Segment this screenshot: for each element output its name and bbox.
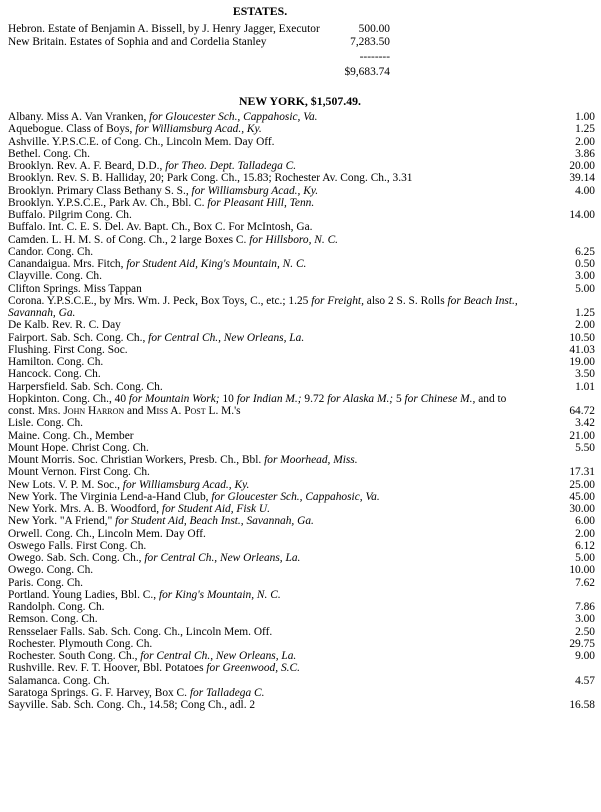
contribution-row [8,454,595,466]
contribution-description: Harpersfield. Sab. Sch. Cong. Ch. [8,380,163,393]
contribution-description: Bethel. Cong. Ch. [8,147,90,160]
contribution-row [8,564,595,576]
contribution-amount: 20.00 [569,160,595,172]
contribution-amount: 3.00 [575,270,595,283]
contribution-row [8,160,595,172]
contribution-description: Rushville. Rev. F. T. Hoover, Bbl. Potatoes for Greenwood, S.C. [8,662,300,675]
contribution-description: Saratoga Springs. G. F. Harvey, Box C. for Talladega C. [8,686,265,699]
contribution-row [8,368,595,380]
contribution-row [8,430,595,442]
contribution-description: Fairport. Sab. Sch. Cong. Ch., for Central Ch., New Orleans, La. [8,331,305,344]
contribution-description: Rochester. South Cong. Ch., for Central Ch., New Orleans, La. [8,650,297,662]
contribution-row [8,528,595,540]
contribution-row [8,552,595,564]
estate-item-hebron: Hebron. Estate of Benjamin A. Bissell, by J. Henry Jagger, Executor [8,23,320,35]
contribution-description: Paris. Cong. Ch. [8,576,83,589]
contribution-description: Mount Hope. Christ Cong. Ch. [8,441,149,454]
contribution-row [8,148,595,160]
contribution-description: Canandaigua. Mrs. Fitch, for Student Aid, King's Mountain, N. C. [8,258,307,270]
contribution-description: Orwell. Cong. Ch., Lincoln Mem. Day Off. [8,527,206,540]
contribution-amount: 41.03 [569,343,595,356]
contribution-row [8,515,595,527]
contribution-row [8,221,595,233]
contribution-description: Buffalo. Int. C. E. S. Del. Av. Bapt. Ch., Box C. For McIntosh, Ga. [8,221,313,234]
contribution-row [8,479,595,491]
contribution-amount: 6.00 [575,515,595,528]
estate-item-new-britain: New Britain. Estates of Sophia and and Cordelia Stanley [8,36,267,48]
contribution-row [8,197,595,209]
contribution-amount: 39.14 [569,172,595,185]
contribution-row [8,246,595,258]
estates-heading: ESTATES. [232,4,288,18]
contribution-description: Rensselaer Falls. Sab. Sch. Cong. Ch., Lincoln Mem. Off. [8,625,273,638]
contribution-row [8,626,595,638]
contribution-description: Candor. Cong. Ch. [8,245,94,258]
contribution-row [8,613,595,625]
contribution-amount: 6.12 [575,539,595,552]
estate-amount-new-britain: 7,283.50 [350,36,390,48]
estate-amount-hebron: 500.00 [358,23,390,35]
contribution-amount: 21.00 [569,429,595,442]
contribution-row [8,577,595,589]
contribution-amount: 1.25 [575,307,595,319]
contribution-amount: 2.00 [575,527,595,540]
contribution-row [8,540,595,552]
contribution-row [8,332,595,344]
contribution-row [8,442,595,454]
contribution-row [8,295,595,320]
contribution-amount: 5.00 [575,282,595,295]
contribution-row [8,344,595,356]
contribution-description: Corona. Y.P.S.C.E., by Mrs. Wm. J. Peck, Box Toys, C., etc.; 1.25 for Freight, also 2 S. S. Rolls for Beach Inst., Savannah, Ga. [8,294,518,319]
contribution-row [8,589,595,601]
contribution-row [8,270,595,282]
contribution-row [8,638,595,650]
estate-rule: -------- [359,51,390,63]
contribution-amount: 1.00 [575,111,595,123]
contribution-description: Mount Vernon. First Cong. Ch. [8,466,150,479]
contribution-description: Ashville. Y.P.S.C.E. of Cong. Ch., Lincoln Mem. Day Off. [8,135,275,148]
contribution-amount: 3.86 [575,147,595,160]
contribution-amount: 64.72 [569,405,595,417]
estates-total: $9,683.74 [344,66,390,78]
contribution-description: Hopkinton. Cong. Ch., 40 for Mountain Work; 10 for Indian M.; 9.72 for Alaska M.; 5 for Chinese M., and to const. Mrs. John Harron and Miss A. Post L. M.'s [8,392,507,417]
contribution-row [8,209,595,221]
contribution-row [8,466,595,478]
contribution-amount: 1.25 [575,123,595,136]
contribution-row [8,393,595,418]
contribution-row [8,650,595,662]
contribution-description: Owego. Cong. Ch. [8,564,94,577]
contribution-amount: 25.00 [569,478,595,491]
contribution-row [8,381,595,393]
contribution-amount: 29.75 [569,637,595,650]
contribution-row [8,111,595,123]
contribution-amount: 16.58 [569,699,595,711]
contribution-amount: 3.00 [575,613,595,626]
contribution-description: Aquebogue. Class of Boys, for Williamsburg Acad., Ky. [8,123,262,136]
contribution-amount: 2.50 [575,625,595,638]
contribution-row [8,234,595,246]
contribution-row [8,283,595,295]
contribution-amount: 17.31 [569,466,595,479]
contribution-description: Camden. L. H. M. S. of Cong. Ch., 2 large Boxes C. for Hillsboro, N. C. [8,233,339,246]
contribution-row [8,185,595,197]
contribution-description: Portland. Young Ladies, Bbl. C., for King's Mountain, N. C. [8,588,281,601]
contribution-description: Randolph. Cong. Ch. [8,601,105,613]
contribution-row [8,123,595,135]
contribution-row [8,258,595,270]
contribution-amount: 30.00 [569,503,595,515]
contribution-description: Hancock. Cong. Ch. [8,368,101,381]
contribution-amount: 6.25 [575,245,595,258]
contribution-row [8,503,595,515]
contribution-amount: 2.00 [575,319,595,332]
contribution-description: New York. The Virginia Lend-a-Hand Club, for Gloucester Sch., Cappahosic, Va. [8,490,380,503]
newyork-contributions-list [8,111,595,711]
contribution-description: Maine. Cong. Ch., Member [8,429,134,442]
contribution-description: New Lots. V. P. M. Soc., for Williamsburg Acad., Ky. [8,478,250,491]
contribution-description: Mount Morris. Soc. Christian Workers, Presb. Ch., Bbl. for Moorhead, Miss. [8,454,358,466]
contribution-row [8,601,595,613]
contribution-amount: 2.00 [575,135,595,148]
contribution-description: Clifton Springs. Miss Tappan [8,282,142,295]
contribution-row [8,491,595,503]
contribution-row [8,356,595,368]
contribution-amount: 45.00 [569,490,595,503]
contribution-amount: 7.86 [575,601,595,613]
contribution-row [8,662,595,674]
contribution-description: Clayville. Cong. Ch. [8,270,102,283]
contribution-amount: 3.50 [575,368,595,381]
contribution-row [8,699,595,711]
contribution-description: Remson. Cong. Ch. [8,613,98,626]
contribution-amount: 10.00 [569,564,595,577]
contribution-description: Owego. Sab. Sch. Cong. Ch., for Central Ch., New Orleans, La. [8,552,301,564]
contribution-amount: 14.00 [569,209,595,221]
contribution-amount: 19.00 [569,356,595,368]
contribution-description: Albany. Miss A. Van Vranken, for Gloucester Sch., Cappahosic, Va. [8,111,318,123]
contribution-row [8,687,595,699]
contribution-description: Oswego Falls. First Cong. Ch. [8,539,147,552]
contribution-row [8,136,595,148]
contribution-description: Brooklyn. Primary Class Bethany S. S., for Williamsburg Acad., Ky. [8,184,319,197]
contribution-amount: 5.50 [575,441,595,454]
contribution-row [8,675,595,687]
contribution-description: Brooklyn. Y.P.S.C.E., Park Av. Ch., Bbl. C. for Pleasant Hill, Tenn. [8,196,315,209]
contribution-amount: 10.50 [569,331,595,344]
contribution-description: Buffalo. Pilgrim Cong. Ch. [8,209,132,221]
contribution-row [8,319,595,331]
contribution-amount: 4.57 [575,674,595,687]
contribution-amount: 1.01 [575,380,595,393]
contribution-description: Hamilton. Cong. Ch. [8,356,104,368]
contribution-description: Brooklyn. Rev. S. B. Halliday, 20; Park Cong. Ch., 15.83; Rochester Av. Cong. Ch., 3.31 [8,172,413,185]
contribution-description: Sayville. Sab. Sch. Cong. Ch., 14.58; Cong Ch., adl. 2 [8,699,256,711]
contribution-description: Salamanca. Cong. Ch. [8,674,110,687]
contribution-description: De Kalb. Rev. R. C. Day [8,319,121,332]
contribution-description: New York. "A Friend," for Student Aid, Beach Inst., Savannah, Ga. [8,515,314,528]
contribution-amount: 4.00 [575,184,595,197]
contribution-row [8,417,595,429]
contribution-description: Brooklyn. Rev. A. F. Beard, D.D., for Theo. Dept. Talladega C. [8,160,297,172]
contribution-description: New York. Mrs. A. B. Woodford, for Student Aid, Fisk U. [8,503,270,515]
contribution-description: Flushing. First Cong. Soc. [8,343,128,356]
contribution-amount: 9.00 [575,650,595,662]
contribution-amount: 0.50 [575,258,595,270]
contribution-amount: 3.42 [575,417,595,430]
contribution-description: Rochester. Plymouth Cong. Ch. [8,637,153,650]
contribution-amount: 7.62 [575,576,595,589]
contribution-description: Lisle. Cong. Ch. [8,417,83,430]
contribution-amount: 5.00 [575,552,595,564]
newyork-heading: NEW YORK, $1,507.49. [239,94,361,108]
contribution-row [8,172,595,184]
